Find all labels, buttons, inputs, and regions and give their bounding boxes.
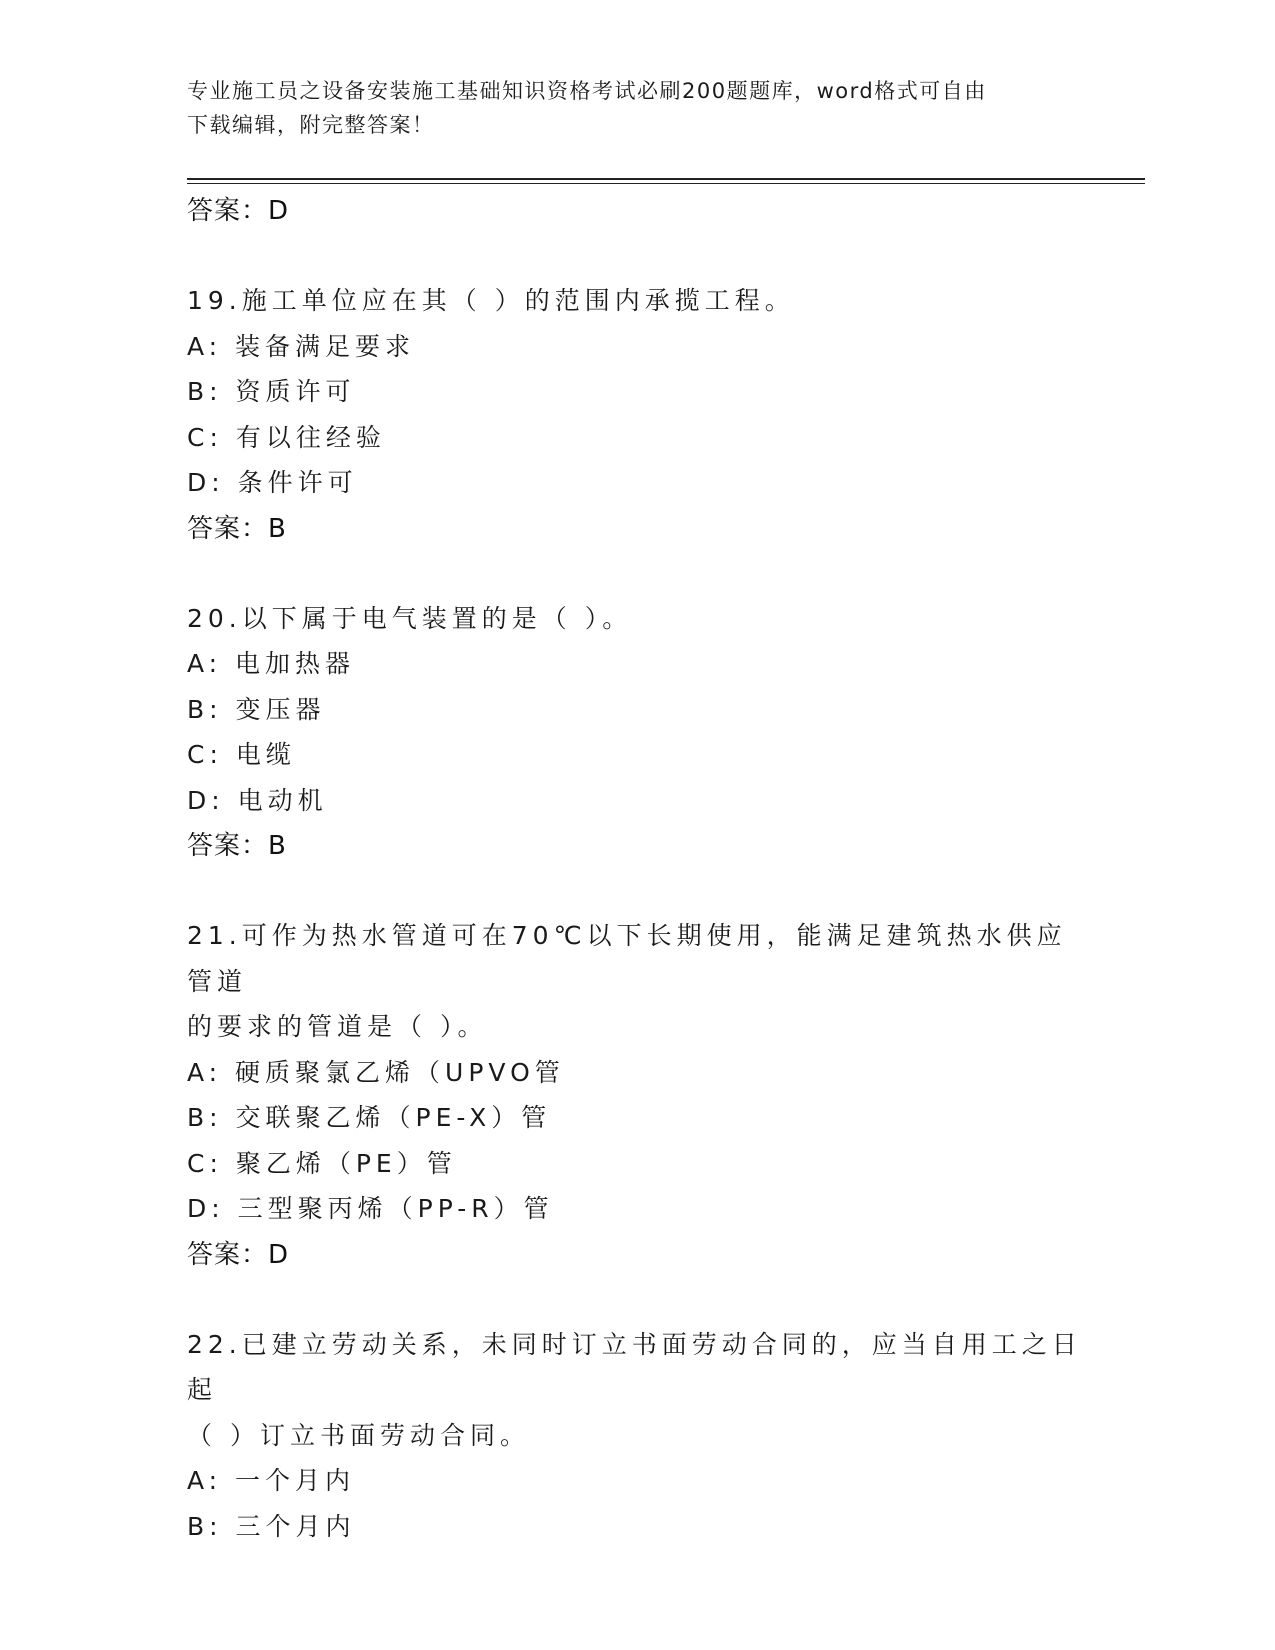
header-line-1: 专业施工员之设备安装施工基础知识资格考试必刷200题题库，word格式可自由	[187, 79, 987, 103]
option-c: C: 有以往经验	[187, 422, 386, 452]
question-block-22	[187, 1322, 1087, 1550]
question-text-line-1: 21.可作为热水管道可在70℃以下长期使用，能满足建筑热水供应管道	[187, 921, 1067, 996]
header-rule-thick	[187, 178, 1145, 180]
option-a: A: 电加热器	[187, 649, 356, 678]
question-text-line-2: （ ）订立书面劳动合同。	[187, 1420, 530, 1450]
document-header	[187, 74, 1087, 142]
questions-content	[187, 188, 1087, 1549]
question-text: 20.以下属于电气装置的是（ ）。	[187, 603, 633, 633]
header-line-2: 下载编辑，附完整答案！	[187, 113, 435, 137]
previous-answer: 答案：D	[187, 196, 290, 226]
option-a: A: 装备满足要求	[187, 331, 416, 361]
option-d: D: 三型聚丙烯（PP-R）管	[187, 1194, 554, 1223]
option-d: D: 电动机	[187, 785, 328, 815]
option-d: D: 条件许可	[187, 468, 358, 497]
question-text: 19.施工单位应在其（ ）的范围内承揽工程。	[187, 286, 795, 315]
option-b: B: 交联聚乙烯（PE-X）管	[187, 1103, 552, 1132]
option-b: B: 变压器	[187, 694, 326, 724]
answer-line: 答案：B	[187, 831, 287, 861]
option-b: B: 三个月内	[187, 1511, 356, 1541]
question-text-line-1: 22.已建立劳动关系，未同时订立书面劳动合同的，应当自用工之日起	[187, 1329, 1082, 1404]
question-text-line-2: 的要求的管道是（ ）。	[187, 1012, 488, 1041]
answer-line: 答案：B	[187, 513, 287, 544]
option-c: C: 电缆	[187, 740, 296, 769]
header-rule-thin	[187, 183, 1145, 184]
option-b: B: 资质许可	[187, 377, 356, 406]
question-block-20	[187, 596, 1087, 870]
question-block-19	[187, 278, 1087, 552]
option-a: A: 硬质聚氯乙烯（UPVO管	[187, 1057, 565, 1087]
option-a: A: 一个月内	[187, 1466, 356, 1495]
option-c: C: 聚乙烯（PE）管	[187, 1148, 457, 1178]
question-block-21	[187, 913, 1087, 1278]
answer-line: 答案：D	[187, 1239, 290, 1270]
